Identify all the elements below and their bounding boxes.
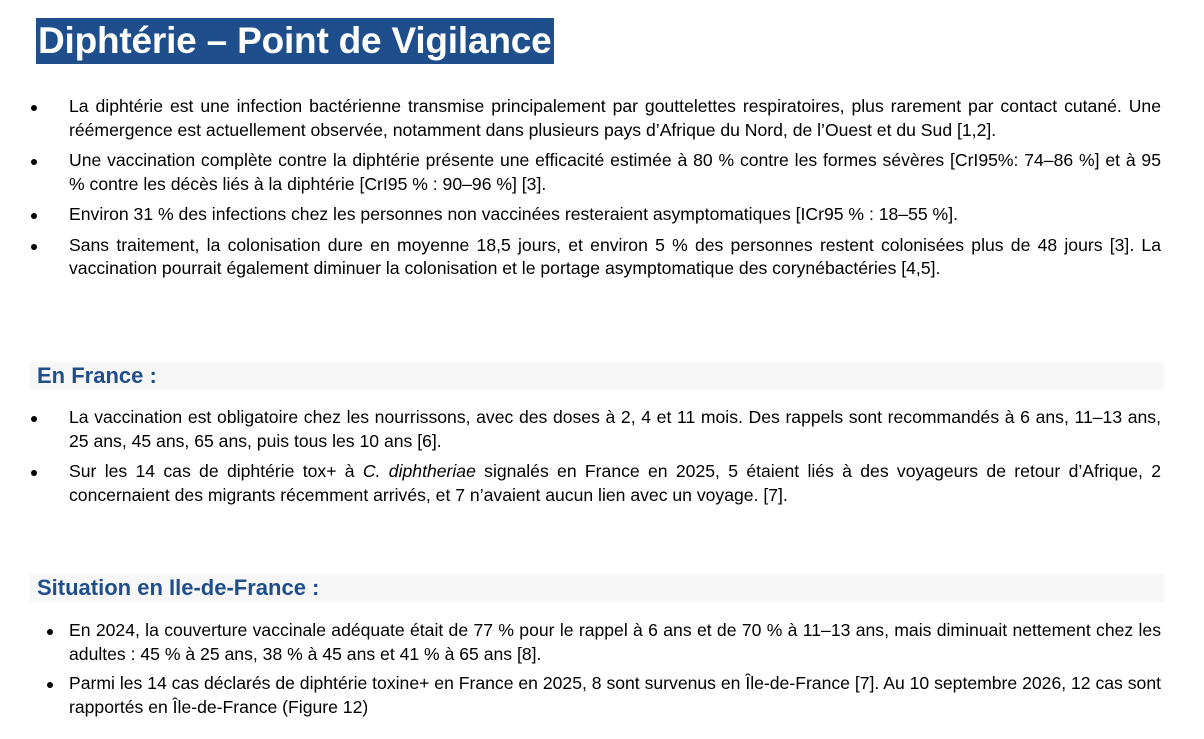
title-block [36,18,554,64]
bullet-icon [31,416,37,422]
bullet-icon [31,159,37,165]
bullet-icon [31,105,37,111]
list-item [0,149,1204,196]
list-item [0,203,1204,227]
bullet-text-part: signalés en France en 2025, 5 étaient liés à des voyageurs de retour d’Afrique, 2 concernaient des migrants récemment arrivés, et 7 n’avaient aucun lien avec un voyage. [7]. [69,461,1161,505]
list-item [0,672,1204,719]
bullet-text [69,460,1161,507]
bullet-text: La diphtérie est une infection bactérienne transmise principalement par gouttelettes respiratoires, plus rarement par contact cutané. Une réémergence est actuellement observée, notamment dans plusieurs pays d’Afrique du Nord, de l’Ouest et du Sud [1,2]. [69,96,1161,140]
bullet-text: Une vaccination complète contre la diphtérie présente une efficacité estimée à 80 % contre les formes sévères [CrI95%: 74–86 %] et à 95 % contre les décès liés à la diphtérie [CrI95 % : 90–96 %] [3]. [69,150,1161,194]
idf-bullet-list [0,619,1204,725]
bullet-icon [31,470,37,476]
list-item [0,619,1204,666]
list-item [0,234,1204,281]
section-heading-idf: Situation en Ile-de-France : [37,575,320,600]
bullet-text-part: Sur les 14 cas de diphtérie tox+ à [69,461,363,481]
bullet-icon [31,213,37,219]
bullet-text: Environ 31 % des infections chez les personnes non vaccinées resteraient asymptomatiques [ICr95 % : 18–55 %]. [69,204,958,224]
bullet-icon [47,682,53,688]
page-title: Diphtérie – Point de Vigilance [36,18,554,64]
france-bullet-list [0,406,1204,514]
list-item [0,460,1204,507]
section-heading-france: En France : [37,363,157,388]
bullet-icon [47,629,53,635]
list-item [0,406,1204,453]
intro-bullet-list [0,95,1204,288]
bullet-text: Parmi les 14 cas déclarés de diphtérie toxine+ en France en 2025, 8 sont survenus en Île-de-France [7]. Au 10 septembre 2026, 12 cas sont rapportés en Île-de-France (Figure 12) [69,673,1161,717]
bullet-text: En 2024, la couverture vaccinale adéquate était de 77 % pour le rappel à 6 ans et de 70 % à 11–13 ans, mais diminuait nettement chez les adultes : 45 % à 25 ans, 38 % à 45 ans et 41 % à 65 ans [8]. [69,620,1161,664]
bullet-icon [31,244,37,250]
bullet-text: Sans traitement, la colonisation dure en moyenne 18,5 jours, et environ 5 % des personnes restent colonisées plus de 48 jours [3]. La vaccination pourrait également diminuer la colonisation et le portage asymptomatique des corynébactéries [4,5]. [69,234,1161,278]
section-heading-band [30,362,1164,390]
bullet-text: La vaccination est obligatoire chez les nourrissons, avec des doses à 2, 4 et 11 mois. Des rappels sont recommandés à 6 ans, 11–13 ans, 25 ans, 45 ans, 65 ans, puis tous les 10 ans [6]. [69,407,1161,451]
list-item [0,95,1204,142]
species-name: C. diphtheriae [362,461,476,481]
